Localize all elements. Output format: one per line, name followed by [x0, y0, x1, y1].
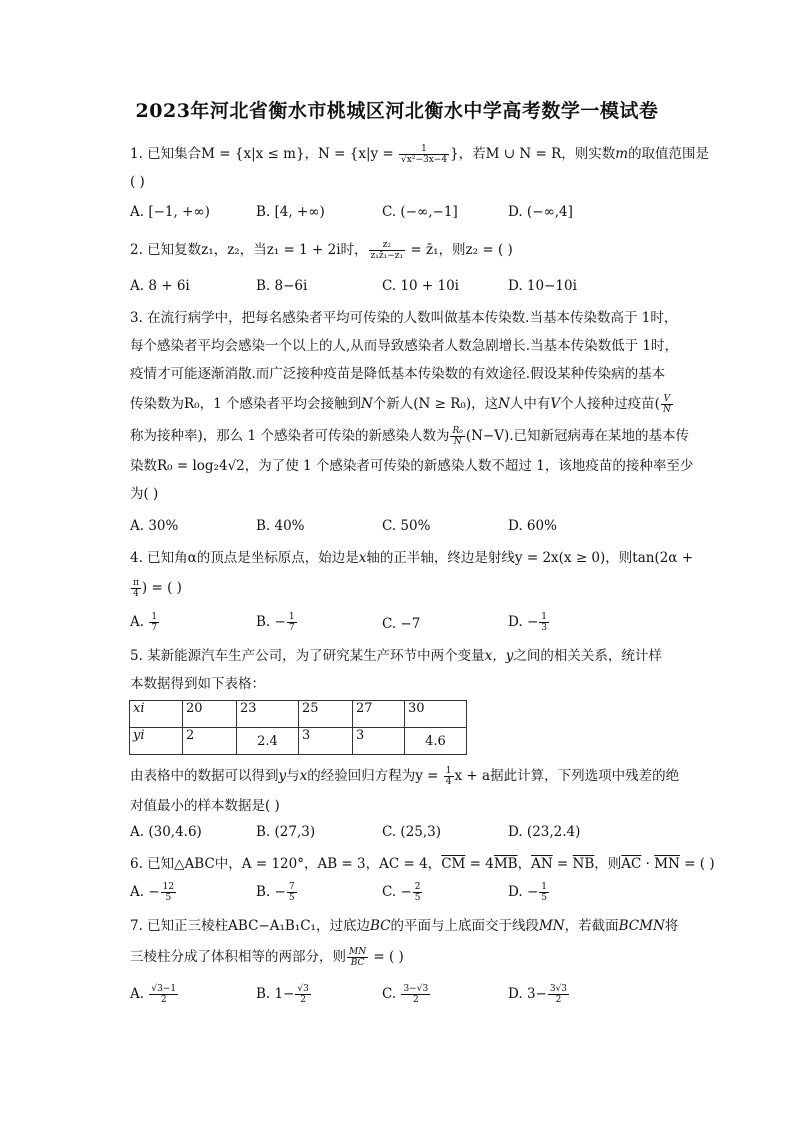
- option-sign: −: [274, 614, 286, 630]
- option-frac-num: 1: [541, 612, 547, 622]
- option-frac-den: 3: [541, 623, 547, 633]
- option-b[interactable]: B. (27,3): [256, 824, 316, 840]
- q3-l4-frac-num: V: [661, 394, 673, 405]
- vector-mn: $\overline{MN}$: [654, 856, 680, 872]
- q5-l3e: 的经验回归方程为y =: [307, 768, 443, 784]
- option-label: D.: [508, 884, 527, 900]
- table-cell: 30: [405, 701, 467, 728]
- q7-l1d: MN: [538, 918, 565, 934]
- option-frac-num: 2: [414, 882, 421, 892]
- q3-l4-frac-den: N: [662, 405, 671, 415]
- table-cell: 2.4: [237, 728, 299, 755]
- question-5: [130, 642, 690, 698]
- question-3-line-6: [130, 452, 694, 480]
- option-label: B.: [256, 614, 275, 630]
- q6-l1b: = 4: [465, 856, 494, 872]
- q3-l5a: 称为接种率)，那么 1 个感染者可传染的新感染人数为: [130, 428, 450, 444]
- option-frac-num: 1: [151, 612, 158, 622]
- table-cell: 2: [183, 728, 237, 755]
- question-2: [130, 236, 690, 264]
- table-cell: 25: [299, 701, 353, 728]
- q7-l2-frac-den: BC: [350, 958, 365, 968]
- option-frac-num: √3−1: [151, 984, 177, 994]
- question-7-options: [130, 984, 690, 1008]
- question-7-line-1: [130, 912, 690, 940]
- option-frac-num: 3−√3: [403, 984, 429, 994]
- question-1-line-1: [130, 140, 710, 168]
- q1-var: m: [615, 146, 629, 162]
- q2-frac-num: z₂: [369, 240, 406, 251]
- question-3: [130, 304, 694, 508]
- q4-l2-frac-den: 4: [133, 589, 139, 599]
- q5-l3-fraction: [444, 766, 454, 787]
- question-3-line-7: 为( ): [130, 486, 159, 502]
- option-b[interactable]: [256, 984, 312, 1005]
- q7-l1g: 将: [664, 918, 679, 934]
- option-sign: −: [148, 884, 160, 900]
- table-cell: 27: [353, 701, 405, 728]
- option-d[interactable]: D. 60%: [508, 518, 557, 534]
- option-sign: −: [400, 884, 412, 900]
- option-label: A.: [130, 986, 149, 1002]
- option-fraction: [149, 612, 159, 633]
- option-c[interactable]: C. 50%: [382, 518, 431, 534]
- option-fraction: [295, 984, 310, 1005]
- q4-l2-frac-num: π: [133, 578, 139, 588]
- option-sign: −: [526, 884, 539, 900]
- q5-l3d: x: [299, 768, 308, 784]
- option-c[interactable]: [382, 984, 431, 1005]
- q1-fraction: [399, 144, 449, 165]
- question-4-line-1: [130, 544, 694, 572]
- question-5-line-3: [130, 760, 690, 792]
- q2-fraction: [369, 240, 406, 261]
- question-3-options: [130, 518, 690, 542]
- question-3-line-2: 每个感染者平均会感染一个以上的人,从而导致感染者人数急剧增长.当基本传染数低于 1时，: [130, 338, 678, 354]
- option-fraction: [161, 882, 176, 903]
- q7-l2-frac-num: MN: [349, 947, 367, 957]
- option-label: A.: [130, 614, 149, 630]
- q4-l1c: 轴的正半轴，终边是射线y = 2x(x ≥ 0)，则tan(2α +: [366, 550, 694, 566]
- question-2-options: [130, 278, 690, 302]
- option-d[interactable]: D. (−∞,4]: [508, 204, 573, 220]
- q6-l1e: ，则: [594, 856, 622, 872]
- q3-l4a: 传染数为R₀，1 个感染者平均会接触到: [130, 396, 361, 412]
- option-b[interactable]: [256, 882, 298, 903]
- option-b[interactable]: [256, 612, 298, 633]
- q1-text-a: 1. 已知集合M = {x|x ≤ m}，N = {x|y =: [130, 146, 399, 162]
- q7-l2-fraction: [347, 947, 368, 968]
- option-label: B.: [256, 986, 275, 1002]
- q6-l1g: = ( ): [679, 856, 715, 872]
- q5-l1a: 5. 某新能源汽车生产公司，为了研究某生产环节中两个变量: [130, 648, 485, 664]
- option-a[interactable]: A. 30%: [130, 518, 179, 534]
- option-frac-den: 5: [541, 893, 547, 903]
- option-fraction: [401, 984, 430, 1005]
- question-6: [130, 850, 715, 878]
- option-c[interactable]: [382, 882, 423, 903]
- table-cell: 20: [183, 701, 237, 728]
- q3-l4g: 个人接种过疫苗(: [560, 396, 660, 412]
- option-d[interactable]: D. 10−10i: [508, 278, 577, 294]
- option-d[interactable]: D. (23,2.4): [508, 824, 581, 840]
- vector-ac: $\overline{AC}$: [621, 856, 642, 872]
- option-frac-den: 2: [555, 995, 562, 1005]
- question-5-line-2: 本数据得到如下表格：: [130, 676, 265, 692]
- q7-l1b: BC: [369, 918, 391, 934]
- option-a[interactable]: [130, 984, 179, 1005]
- q2-text-b: = z̄₁，则z₂ = ( ): [406, 242, 513, 258]
- option-fraction: [413, 882, 423, 903]
- option-c[interactable]: C. (−∞,−1]: [382, 204, 458, 220]
- q5-l3c: 与: [286, 768, 300, 784]
- q6-l1d: =: [552, 856, 573, 872]
- vector-nb: $\overline{NB}$: [572, 856, 595, 872]
- q6-l1a: 6. 已知△ABC中，A = 120°，AB = 3，AC = 4，: [130, 856, 442, 872]
- option-a[interactable]: A. [−1, +∞): [130, 204, 210, 220]
- q5-l1c: 之间的相关关系，统计样: [513, 648, 662, 664]
- q5-l3f: x + a据此计算，下列选项中残差的绝: [454, 768, 680, 784]
- q3-l6b: √2: [227, 458, 245, 474]
- question-1: [130, 140, 710, 196]
- question-5-options: [130, 824, 690, 848]
- option-label: D.: [508, 986, 527, 1002]
- question-3-line-3: 疫情才可能逐渐消散.而广泛接种疫苗是降低基本传染数的有效途径.假设某种传染病的基本: [130, 366, 666, 382]
- q3-l6c: ，为了使 1 个感染者可传染的新感染人数不超过 1，该地疫苗的接种率至少: [244, 458, 694, 474]
- option-label: C.: [382, 986, 401, 1002]
- q7-l1c: 的平面与上底面交于线段: [390, 918, 539, 934]
- option-frac-den: 5: [288, 893, 295, 903]
- page-title: 2023年河北省衡水市桃城区河北衡水中学高考数学一模试卷: [135, 100, 659, 122]
- question-5-line-4: 对值最小的样本数据是( ): [130, 798, 280, 814]
- option-b[interactable]: B. [4, +∞): [256, 204, 325, 220]
- option-label: C.: [382, 884, 401, 900]
- option-b[interactable]: B. 8−6i: [256, 278, 308, 294]
- option-c[interactable]: C. (25,3): [382, 824, 442, 840]
- table-row: [130, 701, 467, 728]
- option-frac-num: 12: [162, 882, 175, 892]
- option-label: A.: [130, 884, 149, 900]
- option-frac-num: 1: [288, 612, 295, 622]
- table-cell: 3: [299, 728, 353, 755]
- question-1-options: [130, 204, 690, 228]
- question-6-line-1: [130, 850, 715, 878]
- question-5-continued: [130, 760, 690, 820]
- q2-frac-den: z₁z̄₁−z₁: [370, 251, 404, 261]
- question-3-line-4: [130, 388, 690, 420]
- option-frac-den: 2: [300, 995, 307, 1005]
- q3-l5-fraction: [450, 426, 464, 447]
- q7-l2a: 三棱柱分成了体积相等的两部分，则: [130, 949, 346, 965]
- table-cell: xi: [130, 701, 183, 728]
- option-frac-num: 1: [541, 882, 547, 892]
- q6-l1c: ，: [517, 856, 532, 872]
- option-c[interactable]: [382, 616, 420, 632]
- option-d[interactable]: [508, 882, 550, 903]
- q7-l1e: ，若截面: [564, 918, 619, 934]
- q6-l1f: ·: [641, 856, 655, 872]
- table-row: [130, 728, 467, 755]
- option-frac-den: 7: [288, 623, 295, 633]
- q3-l4b: N: [360, 396, 373, 412]
- table-cell: 23: [237, 701, 299, 728]
- option-fraction: [539, 882, 549, 903]
- option-frac-den: 5: [165, 893, 172, 903]
- option-label: B.: [256, 884, 275, 900]
- option-frac-num: 3√3: [549, 984, 568, 994]
- option-frac-den: 7: [151, 623, 158, 633]
- q7-l2b: = ( ): [369, 949, 404, 965]
- q5-l3-frac-num: 1: [445, 766, 452, 776]
- question-4-options: [130, 612, 690, 636]
- option-d[interactable]: [508, 984, 570, 1005]
- question-4: [130, 544, 694, 604]
- option-frac-num: √3: [297, 984, 309, 994]
- q4-l1a: 4. 已知角α的顶点是坐标原点，始边是: [130, 550, 359, 566]
- table-cell: 3: [353, 728, 405, 755]
- option-frac-num: 7: [288, 882, 295, 892]
- option-d[interactable]: [508, 612, 550, 633]
- question-3-line-1: 3. 在流行病学中，把每名感染者平均可传染的人数叫做基本传染数.当基本传染数高于 1时，: [130, 310, 678, 326]
- question-5-line-1: [130, 642, 690, 670]
- option-label: C. −7: [382, 616, 421, 632]
- q5-l3-frac-den: 4: [445, 777, 452, 787]
- q1-text-b: }，若M ∪ N = R，则实数: [450, 146, 616, 162]
- question-1-line-2: ( ): [130, 174, 145, 190]
- q3-l4c: 个新人(N ≥ R₀)，这: [372, 396, 499, 412]
- vector-mb: $\overline{MB}$: [493, 856, 518, 872]
- q4-l1b: x: [358, 550, 367, 566]
- option-fraction: [149, 984, 178, 1005]
- option-label: D.: [508, 614, 527, 630]
- option-a[interactable]: [130, 882, 177, 903]
- option-sign: −: [274, 884, 286, 900]
- q4-l2-fraction: [131, 578, 141, 599]
- q7-l1f: BCMN: [618, 918, 665, 934]
- option-a[interactable]: A. (30,4.6): [130, 824, 202, 840]
- q3-l6a: 染数R₀ = log₂4: [130, 458, 228, 474]
- option-fraction: [287, 882, 297, 903]
- question-3-line-5: [130, 420, 690, 452]
- q5-l3a: 由表格中的数据可以得到: [130, 768, 279, 784]
- q3-l5b: (N−V).已知新冠病毒在某地的基本传: [465, 428, 690, 444]
- option-prefix: 1−: [274, 986, 295, 1002]
- option-c[interactable]: C. 10 + 10i: [382, 278, 459, 294]
- option-b[interactable]: B. 40%: [256, 518, 305, 534]
- option-a[interactable]: [130, 612, 160, 633]
- sample-data-table: [129, 700, 467, 755]
- vector-an: $\overline{AN}$: [531, 856, 553, 872]
- option-sign: −: [526, 614, 539, 630]
- q5-l3b: y: [278, 768, 287, 784]
- question-4-line-2: [130, 572, 690, 604]
- option-fraction: [539, 612, 549, 633]
- q2-text-a: 2. 已知复数z₁，z₂，当z₁ = 1 + 2i时，: [130, 242, 368, 258]
- q7-l1a: 7. 已知正三棱柱ABC−A₁B₁C₁，过底边: [130, 918, 370, 934]
- question-6-options: [130, 882, 690, 906]
- q4-l2b: ) = ( ): [141, 580, 182, 596]
- q3-l4e: 人中有: [509, 396, 551, 412]
- question-7-line-2: [130, 940, 690, 974]
- option-frac-den: 2: [412, 995, 419, 1005]
- table-cell: 4.6: [405, 728, 467, 755]
- option-fraction: [548, 984, 569, 1005]
- q3-l4-fraction: [661, 394, 673, 415]
- option-frac-den: 2: [160, 995, 167, 1005]
- table-cell: yi: [130, 728, 183, 755]
- vector-cm: $\overline{CM}$: [441, 856, 466, 872]
- question-7: [130, 912, 690, 974]
- q1-text-c: 的取值范围是: [628, 146, 710, 162]
- option-prefix: 3−: [526, 986, 547, 1002]
- option-a[interactable]: A. 8 + 6i: [130, 278, 190, 294]
- q3-l5-frac-den: N: [453, 437, 462, 447]
- q3-l4d: N: [498, 396, 510, 412]
- q1-frac-num: 1: [399, 144, 449, 155]
- q3-l4f: V: [550, 396, 561, 412]
- option-frac-den: 5: [414, 893, 421, 903]
- q1-frac-den: √x²−3x−4: [401, 155, 448, 165]
- q5-l1b: x，y: [484, 648, 514, 664]
- question-2-line-1: [130, 236, 690, 264]
- q3-l5-frac-num: R₀: [452, 426, 463, 436]
- option-fraction: [287, 612, 297, 633]
